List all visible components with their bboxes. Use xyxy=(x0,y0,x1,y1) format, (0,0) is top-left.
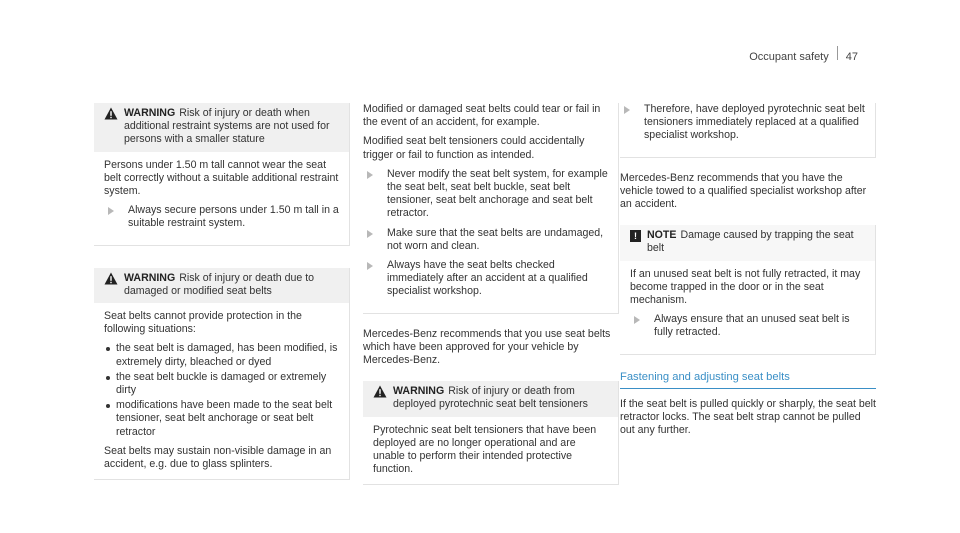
step-arrow-icon xyxy=(634,316,646,324)
warning-head xyxy=(94,268,349,303)
warning-continued xyxy=(363,103,619,314)
warning-label: WARNING xyxy=(124,107,176,119)
step-item xyxy=(363,227,608,253)
step-item xyxy=(104,204,339,230)
warning-body: Persons under 1.50 m tall cannot wear the seat belt correctly without a suitable additional restraint system. xyxy=(104,158,339,198)
step-arrow-icon xyxy=(367,230,379,238)
header-divider xyxy=(837,46,838,60)
note-title: Damage caused by trapping the seat belt xyxy=(647,229,854,255)
warning-box-damaged-belts xyxy=(94,268,350,481)
warning-head-text xyxy=(124,272,339,298)
step-item xyxy=(363,259,608,299)
warning-title: Risk of injury or death when additional restraint systems are not used for persons with a smaller stature xyxy=(124,107,330,146)
step-arrow-icon xyxy=(367,171,379,179)
warning-head-text xyxy=(124,107,339,147)
step-text: Always have the seat belts checked immediately after an accident at a qualified specialist workshop. xyxy=(387,259,588,298)
warning-tail: Seat belts may sustain non-visible damage in an accident, e.g. due to glass splinters. xyxy=(104,444,332,471)
continued-paragraph: Modified seat belt tensioners could accidentally trigger or fail to function as intended. xyxy=(363,135,585,161)
note-label: NOTE xyxy=(647,229,677,242)
step-item xyxy=(363,168,608,221)
step-item xyxy=(620,103,865,143)
column-2 xyxy=(363,103,619,497)
column-3 xyxy=(620,103,876,443)
warning-head-text xyxy=(393,385,608,411)
step-text: Therefore, have deployed pyrotechnic seat belt tensioners immediately replaced at a qualified specialist workshop. xyxy=(644,103,865,142)
section-body: If the seat belt is pulled quickly or sharply, the seat belt retractor locks. The seat belt strap cannot be pulled out any further. xyxy=(620,397,876,437)
recommendation-text: Mercedes-Benz recommends that you use seat belts which have been approved for your vehicle by Mercedes-Benz. xyxy=(363,327,611,367)
step-text: Always ensure that an unused seat belt is fully retracted. xyxy=(654,313,850,339)
warning-box-pyrotechnic xyxy=(363,381,619,485)
warning-head xyxy=(94,103,349,152)
list-item: the seat belt buckle is damaged or extremely dirty xyxy=(104,371,339,397)
step-arrow-icon xyxy=(367,262,379,270)
warning-label: WARNING xyxy=(124,271,176,284)
step-item xyxy=(630,313,865,339)
step-arrow-icon xyxy=(624,106,636,114)
note-box-trapping xyxy=(620,225,876,354)
note-body: If an unused seat belt is not fully retracted, it may become trapped in the door or in the seat mechanism. xyxy=(630,267,861,307)
recommendation-text: Mercedes-Benz recommends that you have the vehicle towed to a qualified specialist workshop after an accident. xyxy=(620,171,867,211)
step-text: Make sure that the seat belts are undamaged, not worn and clean. xyxy=(387,226,604,252)
warning-box-restraint xyxy=(94,103,350,246)
note-head-text xyxy=(647,229,865,255)
column-1 xyxy=(94,103,350,492)
list-item: modifications have been made to the seat belt tensioner, seat belt anchorage or seat belt retractor xyxy=(104,399,339,439)
warning-triangle-icon xyxy=(104,272,118,285)
note-head xyxy=(620,225,875,260)
warning-body: Seat belts cannot provide protection in the following situations: xyxy=(104,310,302,336)
warning-title: Risk of injury or death due to damaged or modified seat belts xyxy=(124,271,315,297)
continued-paragraph: Modified or damaged seat belts could tear or fail in the event of an accident, for example. xyxy=(363,103,601,129)
note-exclamation-icon: ! xyxy=(630,230,641,242)
warning-title: Risk of injury or death from deployed pyrotechnic seat belt tensioners xyxy=(393,385,588,411)
warning-label: WARNING xyxy=(393,385,445,398)
page-header xyxy=(749,46,858,63)
warning-body: Pyrotechnic seat belt tensioners that have been deployed are no longer operational and are unable to perform their intended protective function. xyxy=(373,423,597,476)
warning-head xyxy=(363,381,618,416)
step-text: Always secure persons under 1.50 m tall in a suitable restraint system. xyxy=(128,204,339,230)
warning-triangle-icon xyxy=(104,107,118,120)
warning-triangle-icon xyxy=(373,385,387,398)
section-name: Occupant safety xyxy=(749,51,829,63)
list-item: the seat belt is damaged, has been modified, is extremely dirty, bleached or dyed xyxy=(104,342,339,368)
page-number: 47 xyxy=(845,51,858,63)
warning-continued xyxy=(620,103,876,158)
situation-list xyxy=(104,342,339,438)
step-arrow-icon xyxy=(108,207,120,215)
section-heading: Fastening and adjusting seat belts xyxy=(620,371,876,389)
step-text: Never modify the seat belt system, for example the seat belt, seat belt buckle, seat belt tensioner, seat belt anchorage and seat belt retractor. xyxy=(387,167,608,220)
